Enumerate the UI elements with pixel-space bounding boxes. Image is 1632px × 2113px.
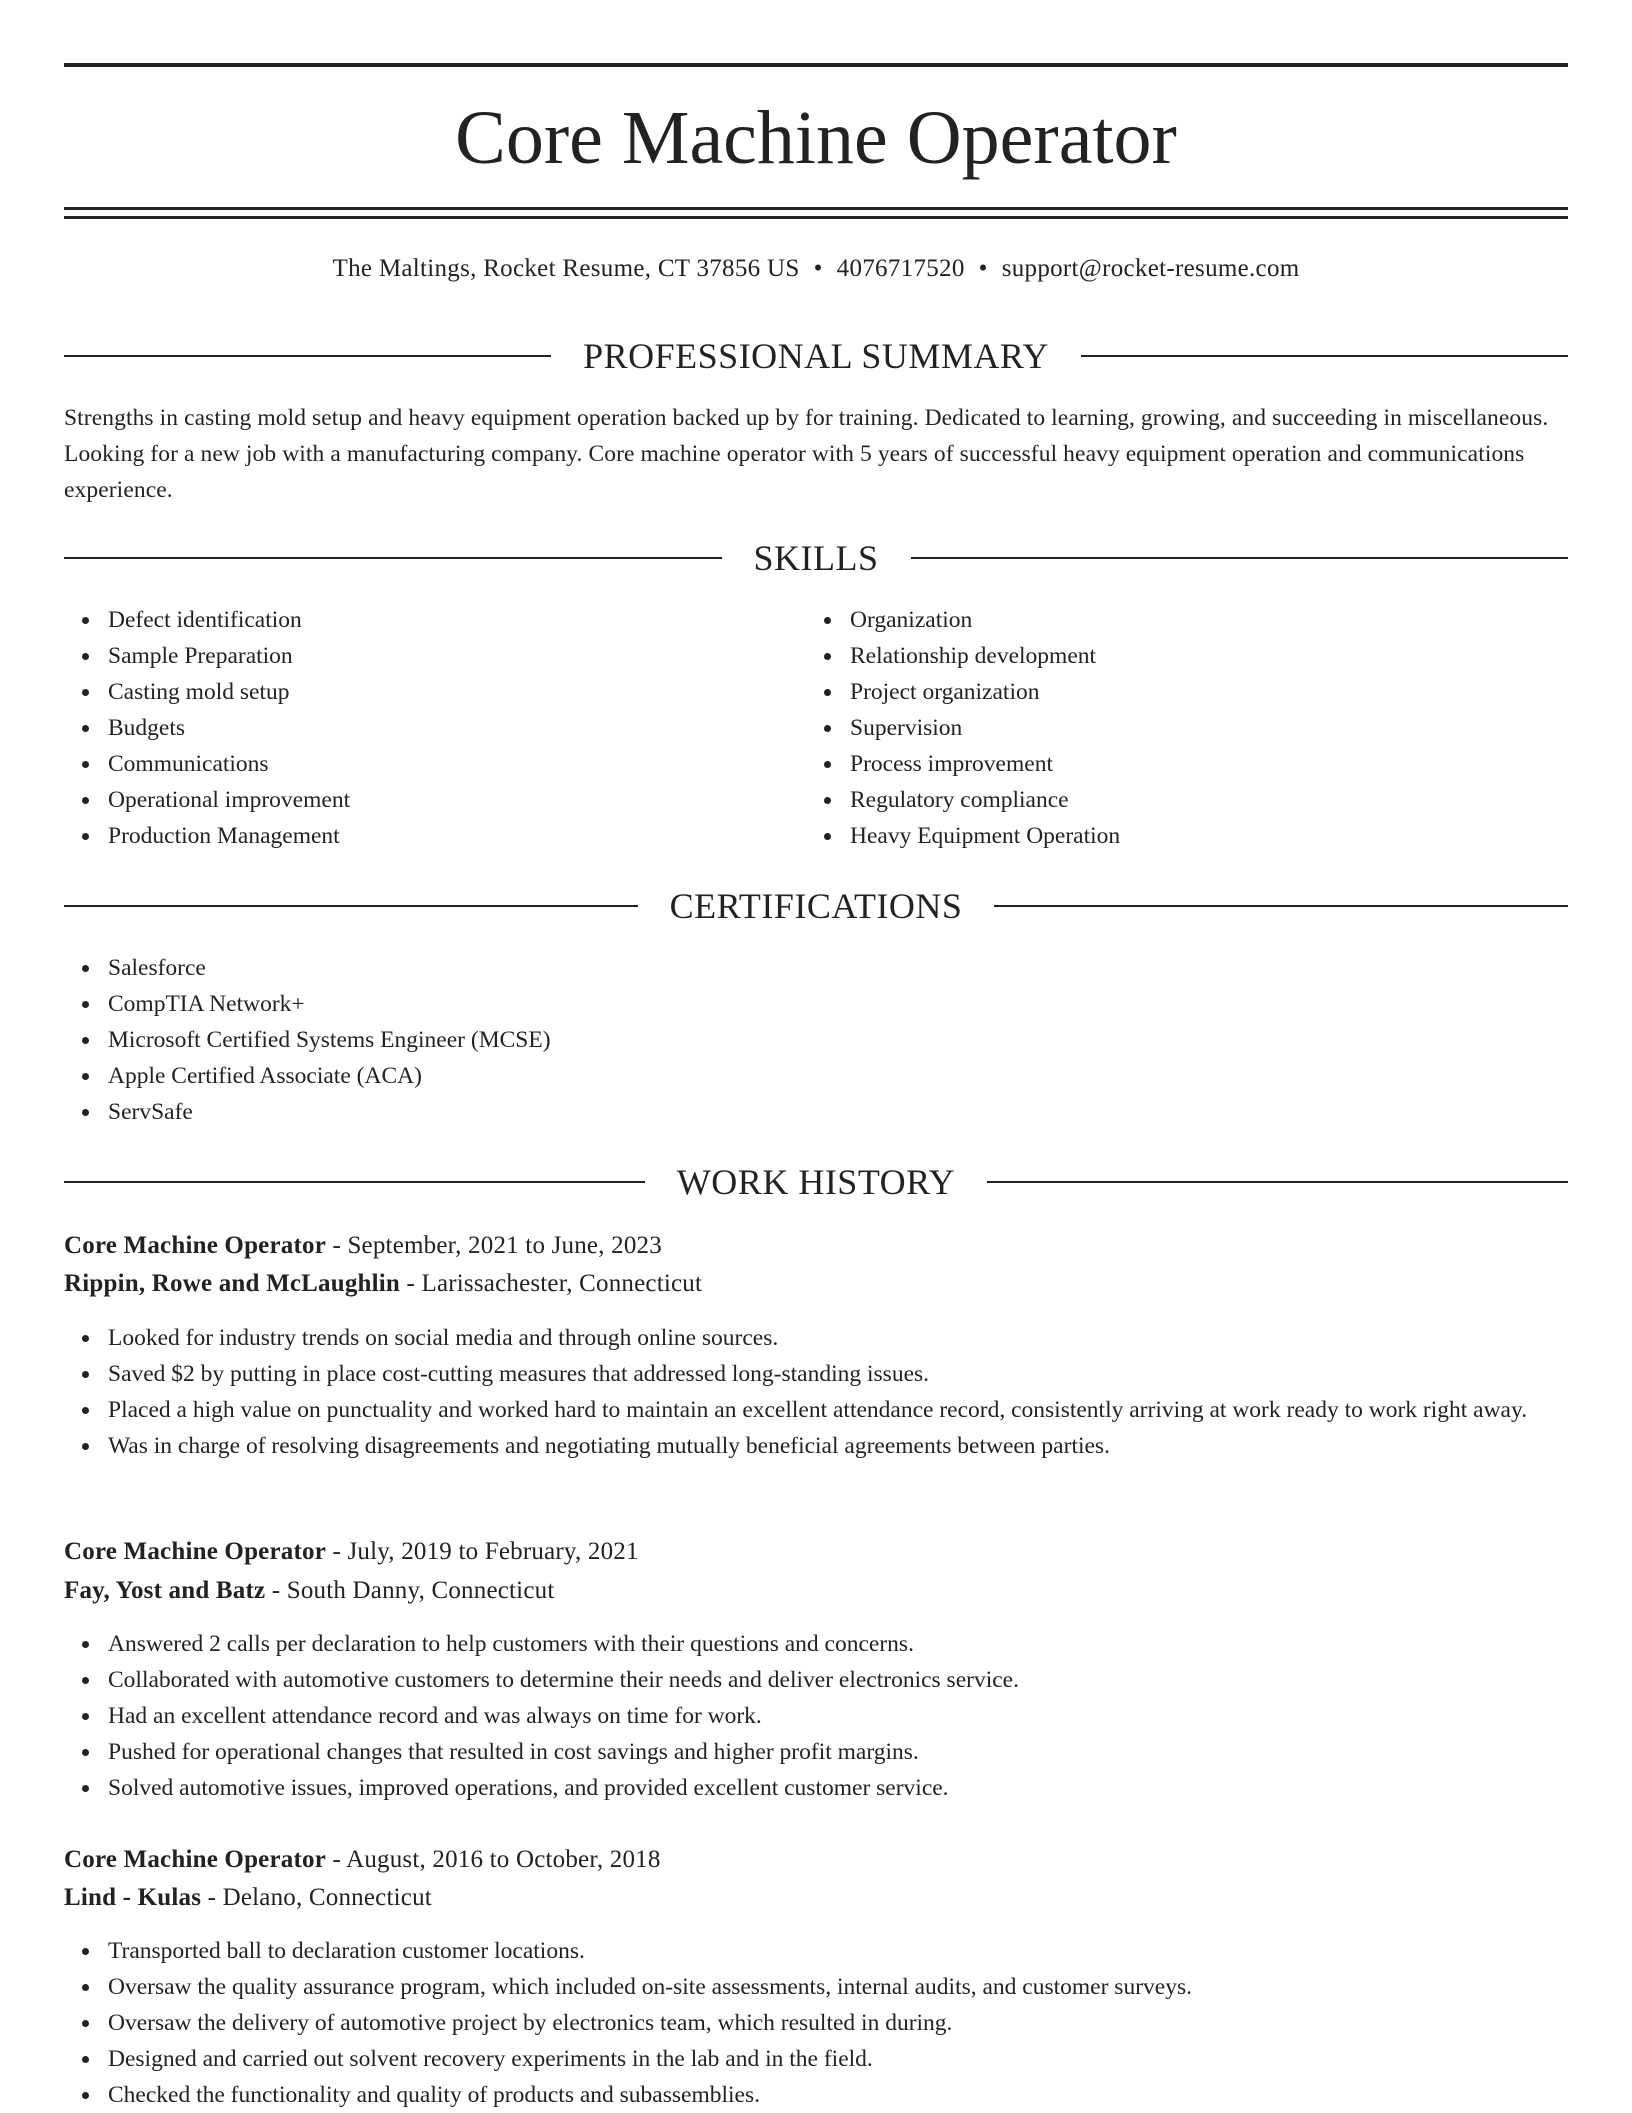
job-bullet: Transported ball to declaration customer locations. <box>108 1933 1568 1969</box>
job-bullet: Solved automotive issues, improved operations, and provided excellent customer service. <box>108 1770 1568 1806</box>
skill-item: Process improvement <box>850 746 1550 782</box>
certification-item: CompTIA Network+ <box>108 986 1568 1022</box>
skill-item: Sample Preparation <box>108 638 808 674</box>
heading-rule-right <box>987 1181 1568 1183</box>
job-bullet: Oversaw the delivery of automotive project by electronics team, which resulted in during. <box>108 2005 1568 2041</box>
certifications-list <box>64 950 1568 1130</box>
contact-line <box>64 252 1568 286</box>
job-dates: - August, 2016 to October, 2018 <box>332 1846 661 1873</box>
job-bullet: Pushed for operational changes that resulted in cost savings and higher profit margins. <box>108 1734 1568 1770</box>
skills-list-right <box>806 602 1550 854</box>
job-dates: - July, 2019 to February, 2021 <box>332 1538 639 1565</box>
skill-item: Defect identification <box>108 602 808 638</box>
job-dates: - September, 2021 to June, 2023 <box>332 1232 662 1259</box>
title-rule-lower <box>64 216 1568 219</box>
skills-heading-label: SKILLS <box>753 538 879 578</box>
skill-item: Operational improvement <box>108 782 808 818</box>
skills-list-left <box>64 602 808 854</box>
job-company: Lind - Kulas <box>64 1884 202 1911</box>
heading-rule-left <box>64 905 638 907</box>
job-company-line <box>64 1572 1568 1610</box>
certification-item: Salesforce <box>108 950 1568 986</box>
job-title-line <box>64 1841 1568 1879</box>
job-bullet: Answered 2 calls per declaration to help customers with their questions and concerns. <box>108 1626 1568 1662</box>
job-bullet: Was in charge of resolving disagreements and negotiating mutually beneficial agreements between parties. <box>108 1428 1568 1464</box>
contact-separator: • <box>978 255 988 282</box>
job-bullets <box>64 1320 1568 1464</box>
job-title: Core Machine Operator <box>64 1538 327 1565</box>
job-bullet: Checked the functionality and quality of products and subassemblies. <box>108 2077 1568 2113</box>
job-bullets <box>64 1626 1568 1806</box>
job-bullet: Saved $2 by putting in place cost-cutting measures that addressed long-standing issues. <box>108 1356 1568 1392</box>
job-title: Core Machine Operator <box>64 1232 327 1259</box>
job-location: - Larissachester, Connecticut <box>406 1270 703 1297</box>
job-location: - Delano, Connecticut <box>207 1884 432 1911</box>
job-location: - South Danny, Connecticut <box>271 1577 555 1604</box>
summary-text: Strengths in casting mold setup and heavy equipment operation backed up by for training. Dedicated to learning, growing, and succeeding in miscellaneous. Looking for a new job with a manufacturing company. Core machine operator with 5 years of successful heavy equipment operation and communications experience. <box>64 405 1549 503</box>
job-title-line <box>64 1227 1568 1265</box>
job-title: Core Machine Operator <box>64 1846 327 1873</box>
skill-item: Casting mold setup <box>108 674 808 710</box>
contact-address: The Maltings, Rocket Resume, CT 37856 US <box>332 255 800 282</box>
certification-item: ServSafe <box>108 1094 1568 1130</box>
summary-heading-label: PROFESSIONAL SUMMARY <box>583 336 1049 376</box>
work-heading <box>64 1160 1568 1204</box>
top-rule <box>64 63 1568 67</box>
skill-item: Budgets <box>108 710 808 746</box>
job-bullet: Collaborated with automotive customers to determine their needs and deliver electronics service. <box>108 1662 1568 1698</box>
skills-heading <box>64 536 1568 580</box>
skill-item: Regulatory compliance <box>850 782 1550 818</box>
resume-title: Core Machine Operator <box>455 96 1177 180</box>
work-heading-label: WORK HISTORY <box>676 1162 956 1202</box>
skill-item: Heavy Equipment Operation <box>850 818 1550 854</box>
skill-item: Supervision <box>850 710 1550 746</box>
job-bullet: Oversaw the quality assurance program, which included on-site assessments, internal audits, and customer surveys. <box>108 1969 1568 2005</box>
heading-rule-left <box>64 355 551 357</box>
skill-item: Project organization <box>850 674 1550 710</box>
heading-rule-right <box>994 905 1568 907</box>
summary-heading <box>64 334 1568 378</box>
job-bullets <box>64 1933 1568 2113</box>
job-company-line <box>64 1265 1568 1303</box>
heading-rule-right <box>1081 355 1568 357</box>
job-title-line <box>64 1533 1568 1571</box>
job-bullet: Looked for industry trends on social media and through online sources. <box>108 1320 1568 1356</box>
job-company: Rippin, Rowe and McLaughlin <box>64 1270 401 1297</box>
title-rule-upper <box>64 207 1568 210</box>
contact-phone: 4076717520 <box>836 255 965 282</box>
job-company: Fay, Yost and Batz <box>64 1577 266 1604</box>
certification-item: Apple Certified Associate (ACA) <box>108 1058 1568 1094</box>
heading-rule-left <box>64 557 722 559</box>
skill-item: Production Management <box>108 818 808 854</box>
skill-item: Communications <box>108 746 808 782</box>
job-bullet: Designed and carried out solvent recovery experiments in the lab and in the field. <box>108 2041 1568 2077</box>
contact-separator: • <box>813 255 823 282</box>
certifications-heading <box>64 884 1568 928</box>
job-bullet: Had an excellent attendance record and was always on time for work. <box>108 1698 1568 1734</box>
heading-rule-right <box>911 557 1569 559</box>
skill-item: Organization <box>850 602 1550 638</box>
certifications-heading-label: CERTIFICATIONS <box>669 886 963 926</box>
contact-email: support@rocket-resume.com <box>1001 255 1300 282</box>
job-bullet: Placed a high value on punctuality and worked hard to maintain an excellent attendance record, consistently arriving at work ready to work right away. <box>108 1392 1568 1428</box>
heading-rule-left <box>64 1181 645 1183</box>
skill-item: Relationship development <box>850 638 1550 674</box>
certification-item: Microsoft Certified Systems Engineer (MCSE) <box>108 1022 1568 1058</box>
job-company-line <box>64 1879 1568 1917</box>
